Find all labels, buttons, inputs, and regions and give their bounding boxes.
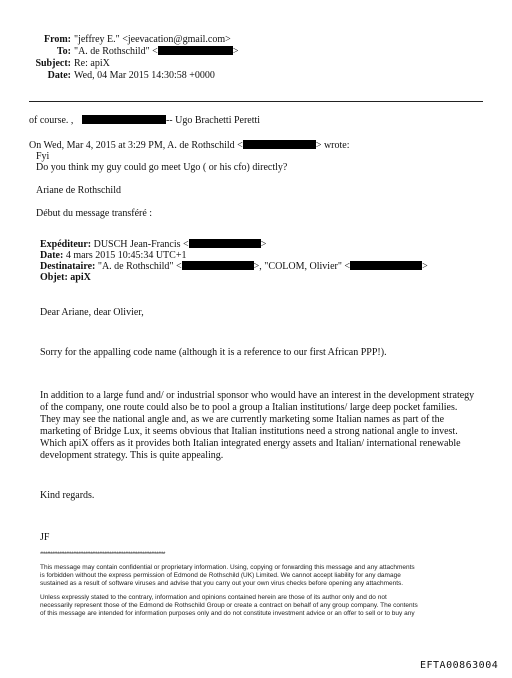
- redaction-block: [350, 261, 422, 270]
- from-label: From:: [43, 34, 71, 45]
- quote-signature: Ariane de Rothschild: [36, 185, 121, 196]
- disclaimer-line: sustained as a result of software viruses and advise that you carry out your own virus checks before opening any attachments.: [40, 580, 404, 587]
- fwd-recipient: Destinataire: "A. de Rothschild" < >, "COLOM, Olivier" < >: [40, 261, 428, 272]
- disclaimer-line: This message may contain confidential or proprietary information. Using, copying or forwarding this message and any attachments: [40, 564, 415, 571]
- disclaimer-2: [40, 594, 418, 618]
- paragraph-2: [40, 390, 474, 462]
- paragraph-1: Sorry for the appalling code name (although it is a reference to our first African PPP!).: [40, 347, 387, 358]
- date-label: Date:: [47, 70, 71, 81]
- footer-separator: ************************************************************************: [40, 552, 165, 558]
- initials: JF: [40, 532, 50, 543]
- from-value: "jeffrey E." <jeevacation@gmail.com>: [74, 34, 231, 45]
- subject-label: Subject:: [35, 58, 71, 69]
- disclaimer-line: is forbidden without the express permission of Edmond de Rothschild (UK) Limited. We cannot accept liability for any damage: [40, 572, 401, 579]
- paragraph-line: Which apiX offers as it provides both Italian integrated energy assets and Italian/ international renewable: [40, 438, 461, 449]
- disclaimer-1: [40, 564, 415, 588]
- header-divider: [29, 101, 483, 102]
- disclaimer-line: of this message are intended for information purposes only and do not constitute investment advice or an offer to sell or to buy any: [40, 610, 415, 617]
- redaction-block: [182, 261, 254, 270]
- fwd-object: Objet: apiX: [40, 272, 91, 283]
- paragraph-line: development strategy. This is quite appealing.: [40, 450, 224, 461]
- header-from: [8, 34, 231, 46]
- closing: Kind regards.: [40, 490, 95, 501]
- forwarded-label: Début du message transféré :: [36, 208, 153, 219]
- redaction-block: [243, 140, 316, 149]
- header-to: To: "A. de Rothschild" < >: [8, 46, 238, 58]
- paragraph-line: In addition to a large fund and/ or industrial sponsor who would have an interest in the development strategy: [40, 390, 475, 401]
- to-value: "A. de Rothschild" <: [74, 46, 158, 57]
- redaction-block: [82, 115, 166, 124]
- disclaimer-line: Unless expressly stated to the contrary, information and opinions contained herein are those of its author only and do not: [40, 594, 387, 601]
- quote-intro: On Wed, Mar 4, 2015 at 3:29 PM, A. de Rothschild < > wrote:: [29, 140, 350, 151]
- fwd-sender: Expéditeur: DUSCH Jean-Francis < >: [40, 239, 267, 250]
- quote-fyi: Fyi: [36, 151, 50, 162]
- paragraph-line: They may see the national angle and, as we are currently marketing some Italian names as part of the: [40, 414, 445, 425]
- subject-value: Re: apiX: [74, 58, 110, 69]
- to-label: To:: [56, 46, 71, 57]
- document-stamp: EFTA00863004: [420, 660, 499, 671]
- header-subject: [8, 58, 110, 70]
- reply-line: of course. , -- Ugo Brachetti Peretti: [29, 115, 261, 126]
- redaction-block: [189, 239, 261, 248]
- date-value: Wed, 04 Mar 2015 14:30:58 +0000: [74, 70, 215, 81]
- header-date: [8, 70, 215, 82]
- paragraph-line: of the company, one route could also be to pool a group a Italian institutions/ large deep pocket families.: [40, 402, 458, 413]
- greeting: Dear Ariane, dear Olivier,: [40, 307, 144, 318]
- redaction-block: [158, 46, 233, 55]
- quote-question: Do you think my guy could go meet Ugo ( or his cfo) directly?: [36, 162, 288, 173]
- paragraph-line: marketing of Bridge Lux, it seems obvious that Italian institutions need a strong national angle to invest.: [40, 426, 458, 437]
- disclaimer-line: necessarily represent those of the Edmond de Rothschild Group or create a contract on behalf of any group company. The contents: [40, 602, 418, 609]
- fwd-date: Date: 4 mars 2015 10:45:34 UTC+1: [40, 250, 187, 261]
